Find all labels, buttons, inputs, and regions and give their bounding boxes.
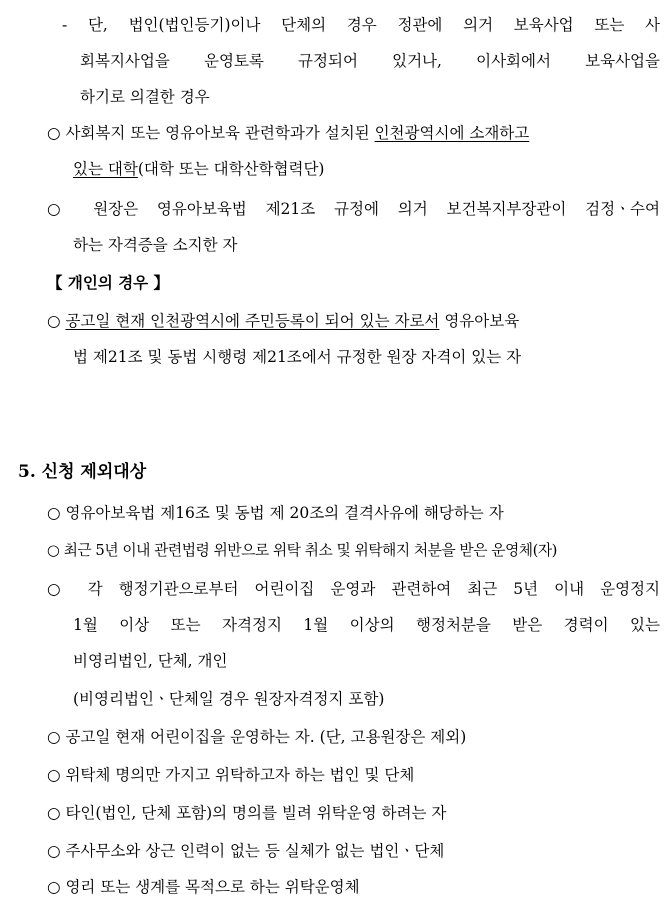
university-item-underlined-location: 인천광역시에 소재하고 xyxy=(374,124,530,142)
exclusion-item: ○ 타인(법인, 단체 포함)의 명의를 빌려 위탁운영 하려는 자 xyxy=(47,804,447,822)
university-item-line-2 xyxy=(73,158,324,180)
exclusion-item-continuation: 1월 이상 또는 자격정지 1월 이상의 행정처분을 받은 경력이 있는 xyxy=(73,616,660,634)
exclusion-item: ○ 위탁체 명의만 가지고 위탁하고자 하는 법인 및 단체 xyxy=(47,766,415,784)
university-item-prefix: ○ 사회복지 또는 영유아보육 관련학과가 설치된 xyxy=(47,124,375,142)
individual-item-suffix: 영유아보육 xyxy=(439,312,520,330)
individual-item-line-1 xyxy=(47,310,660,332)
university-item-suffix: (대학 또는 대학산학협력단) xyxy=(137,160,325,178)
exclusion-item-continuation: 비영리법인, 단체, 개인 xyxy=(73,652,228,670)
exclusion-item: ○ 영유아보육법 제16조 및 동법 제 20조의 결격사유에 해당하는 자 xyxy=(47,504,504,522)
individual-item-line-2: 법 제21조 및 동법 시행령 제21조에서 규정한 원장 자격이 있는 자 xyxy=(73,348,522,366)
dash-item-line-2: 회복지사업을 운영토록 규정되어 있거나, 이사회에서 보육사업을 xyxy=(80,52,660,70)
university-item-line-1 xyxy=(47,122,660,144)
exclusion-item-note: (비영리법인ㆍ단체일 경우 원장자격정지 포함) xyxy=(73,690,385,708)
dash-item-line-3: 하기로 의결한 경우 xyxy=(80,88,210,106)
director-item-line-2: 하는 자격증을 소지한 자 xyxy=(73,236,238,254)
individual-item-underlined: 공고일 현재 인천광역시에 주민등록이 되어 있는 자로서 xyxy=(65,312,440,330)
university-item-underlined-university: 있는 대학 xyxy=(73,160,138,178)
exclusion-item: ○ 최근 5년 이내 관련법령 위반으로 위탁 취소 및 위탁해지 처분을 받은 운영체(자) xyxy=(47,542,557,559)
exclusion-item: ○ 각 행정기관으로부터 어린이집 운영과 관련하여 최근 5년 이내 운영정지 xyxy=(47,580,660,598)
exclusion-item: ○ 영리 또는 생계를 목적으로 하는 위탁운영체 xyxy=(47,878,360,896)
director-item-line-1: ○ 원장은 영유아보육법 제21조 규정에 의거 보건복지부장관이 검정ㆍ수여 xyxy=(47,200,660,218)
individual-case-heading: 【 개인의 경우 】 xyxy=(47,273,170,292)
section-5-title: 5. 신청 제외대상 xyxy=(18,462,147,482)
individual-item-bullet: ○ xyxy=(47,312,66,330)
dash-item-line-1: - 단, 법인(법인등기)이나 단체의 경우 정관에 의거 보육사업 또는 사 xyxy=(62,16,660,34)
exclusion-item: ○ 공고일 현재 어린이집을 운영하는 자. (단, 고용원장은 제외) xyxy=(47,728,467,746)
exclusion-item: ○ 주사무소와 상근 인력이 없는 등 실체가 없는 법인ㆍ단체 xyxy=(47,842,445,860)
